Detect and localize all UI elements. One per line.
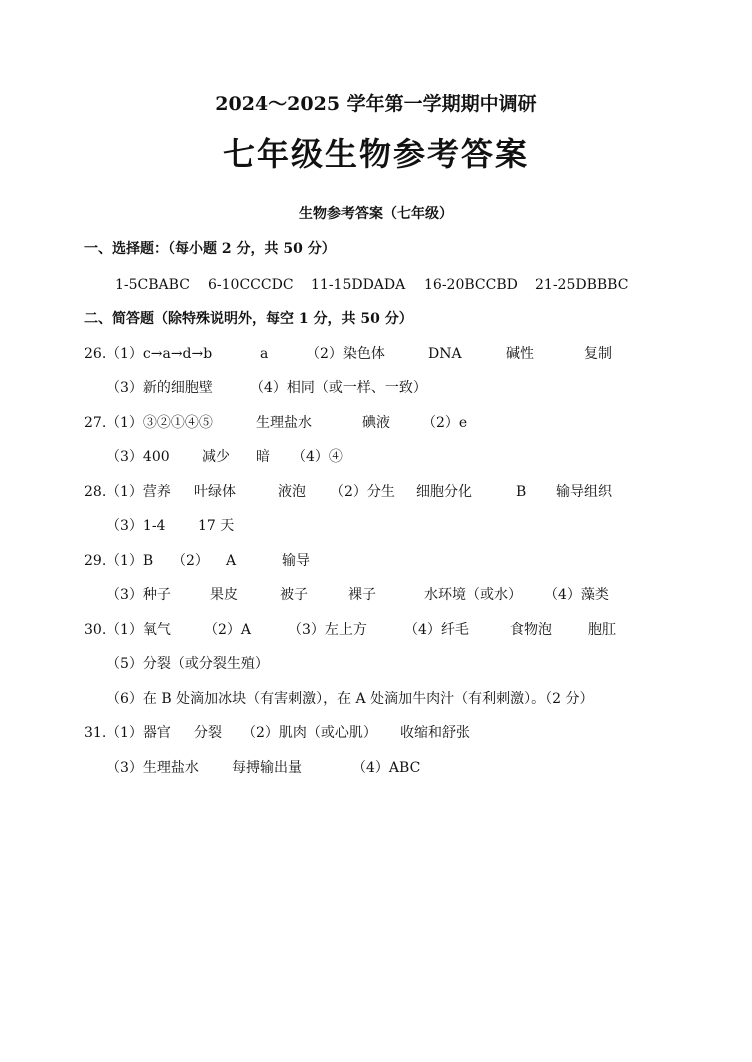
q29-answer: 被子 xyxy=(280,587,308,603)
q26-answer: 复制 xyxy=(584,346,612,362)
q31-answer: 收缩和舒张 xyxy=(400,725,470,741)
q29-number: 29. xyxy=(84,553,107,569)
q30-answer: （3）左上方 xyxy=(288,622,367,638)
q28-answer: 叶绿体 xyxy=(194,484,236,500)
q30-number: 30. xyxy=(84,622,107,638)
q31-answer: （3）生理盐水 xyxy=(106,760,199,776)
q30-answer: （5）分裂（或分裂生殖） xyxy=(106,656,269,672)
q26-answer: DNA xyxy=(428,346,462,362)
q29-answer: （3）种子 xyxy=(106,587,171,603)
q27-answer: （2）e xyxy=(422,415,468,431)
page-title: 七年级生物参考答案 xyxy=(222,135,529,173)
section1-heading-text: 一、选择题：（每小题 2 分，共 50 分） xyxy=(84,241,336,257)
q27-answer: 碘液 xyxy=(362,415,390,431)
q29-answer: 输导 xyxy=(282,553,310,569)
section2-heading-text: 二、简答题（除特殊说明外，每空 1 分，共 50 分） xyxy=(84,311,413,327)
q30-answer: 胞肛 xyxy=(588,622,616,638)
q27-answer: （3）400 xyxy=(106,449,170,465)
q29-answer: 水环境（或水） xyxy=(424,587,522,603)
q26-answer: a xyxy=(260,346,269,362)
answer-11-15: 11-15DDADA xyxy=(311,277,406,293)
q26-answer: （4）相同（或一样、一致） xyxy=(250,380,427,396)
q28-answer: （3）1-4 xyxy=(106,518,166,534)
q30-answer: （4）纤毛 xyxy=(404,622,469,638)
answer-16-20: 16-20BCCBD xyxy=(424,277,518,293)
answer-6-10: 6-10CCCDC xyxy=(208,277,294,293)
q30-answer: （2）A xyxy=(204,622,252,638)
q28-answer: B xyxy=(516,484,527,500)
q29-answer: （2） xyxy=(172,553,209,569)
q28-answer: （1）营养 xyxy=(106,484,171,500)
q27-answer: （1）③②①④⑤ xyxy=(106,415,213,431)
answer-21-25: 21-25DBBBC xyxy=(535,277,629,293)
q30-answer: （6）在 B 处滴加冰块（有害刺激），在 A 处滴加牛肉汁（有利刺激）。（2 分） xyxy=(106,691,594,707)
q29-answer: （1）B xyxy=(106,553,154,569)
answer-1-5: 1-5CBABC xyxy=(115,277,190,293)
q26-answer: （3）新的细胞壁 xyxy=(106,380,213,396)
q29-answer: （4）藻类 xyxy=(544,587,609,603)
q28-answer: （2）分生 xyxy=(330,484,395,500)
q31-answer: （1）器官 xyxy=(106,725,171,741)
q29-answer: 裸子 xyxy=(348,587,376,603)
q31-answer: 每搏输出量 xyxy=(232,760,302,776)
q28-number: 28. xyxy=(84,484,107,500)
q27-number: 27. xyxy=(84,415,107,431)
answer-subtitle: 生物参考答案（七年级） xyxy=(299,206,453,222)
q26-answer: （2）染色体 xyxy=(306,346,385,362)
q28-answer: 17 天 xyxy=(198,518,235,534)
q31-number: 31. xyxy=(84,725,107,741)
q28-answer: 细胞分化 xyxy=(416,484,472,500)
q29-answer: A xyxy=(226,553,237,569)
q29-answer: 果皮 xyxy=(210,587,238,603)
q28-answer: 输导组织 xyxy=(556,484,612,500)
q26-answer: （1）c→a→d→b xyxy=(106,346,213,362)
q27-answer: 生理盐水 xyxy=(256,415,312,431)
q28-answer: 液泡 xyxy=(278,484,306,500)
q30-answer: 食物泡 xyxy=(510,622,552,638)
q30-answer: （1）氧气 xyxy=(106,622,171,638)
q31-answer: （2）肌肉（或心肌） xyxy=(242,725,377,741)
q27-answer: （4）④ xyxy=(292,449,343,465)
q27-answer: 暗 xyxy=(256,449,270,465)
q31-answer: （4）ABC xyxy=(352,760,421,776)
q31-answer: 分裂 xyxy=(194,725,222,741)
title-line-1: 2024～2025 学年第一学期期中调研 xyxy=(215,93,537,115)
q26-number: 26. xyxy=(84,346,107,362)
q26-answer: 碱性 xyxy=(506,346,534,362)
q27-answer: 减少 xyxy=(202,449,230,465)
